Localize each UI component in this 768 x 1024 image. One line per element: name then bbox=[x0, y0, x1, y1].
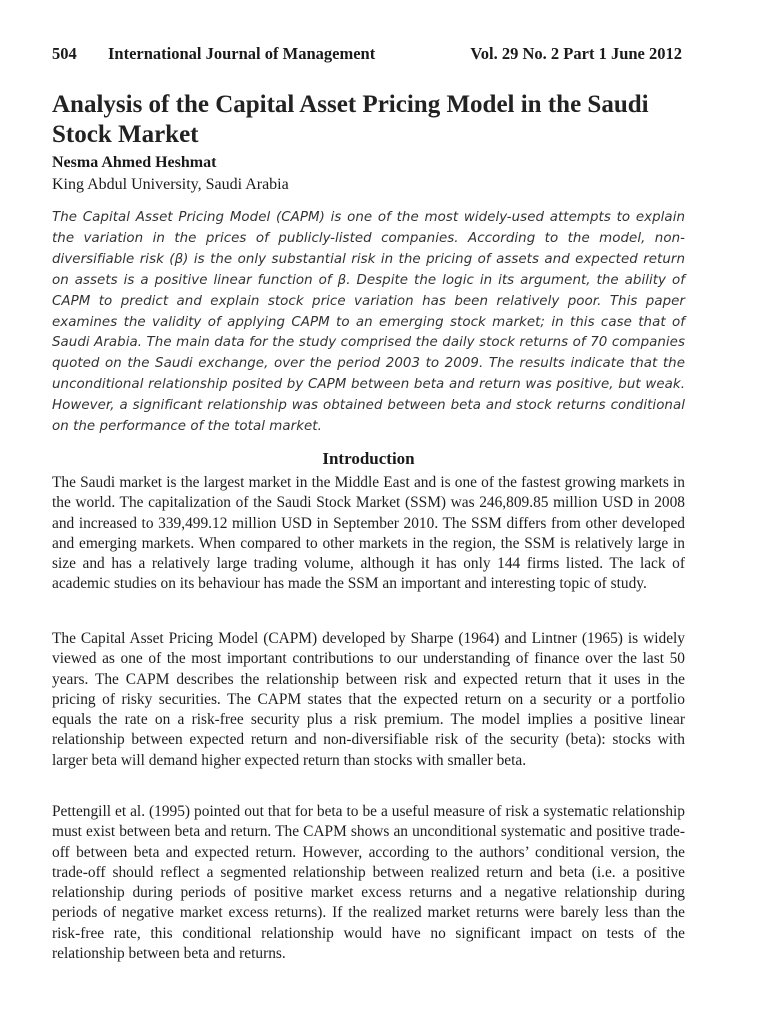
author-name: Nesma Ahmed Heshmat bbox=[52, 154, 217, 171]
abstract: The Capital Asset Pricing Model (CAPM) is one of the most widely-used attempts to explain the variation in the prices of publicly-listed companies. According to the model, non-diversifiable risk (β) is the only substantial risk in the pricing of assets and expected return on assets is a positive linear function of β. Despite the logic in its argument, the ability of CAPM to predict and explain stock price variation has been relatively poor. This paper examines the validity of applying CAPM to an emerging stock market; in this case that of Saudi Arabia. The main data for the study comprised the daily stock returns of 70 companies quoted on the Saudi exchange, over the period 2003 to 2009. The results indicate that the unconditional relationship posited by CAPM between beta and return was positive, but weak. However, a significant relationship was obtained between beta and stock returns conditional on the performance of the total market. bbox=[52, 210, 685, 435]
section-heading-introduction: Introduction bbox=[322, 449, 415, 468]
intro-paragraph-1: The Saudi market is the largest market in the Middle East and is one of the fastest growing markets in the world. The capitalization of the Saudi Stock Market (SSM) was 246,809.85 million USD in 2008 and increased to 339,499.12 million USD in September 2010. The SSM differs from other developed and emerging markets. When compared to other markets in the region, the SSM is relatively large in size and has a relatively large trading volume, although it has only 144 firms listed. The lack of academic studies on its behaviour has made the SSM an important and interesting topic of study. bbox=[52, 474, 685, 593]
volume-info: Vol. 29 No. 2 Part 1 June 2012 bbox=[470, 44, 682, 63]
article-title: Analysis of the Capital Asset Pricing Model in the Saudi Stock Market bbox=[52, 91, 649, 148]
page-number: 504 bbox=[52, 44, 77, 63]
intro-paragraph-2: The Capital Asset Pricing Model (CAPM) developed by Sharpe (1964) and Lintner (1965) is widely viewed as one of the most important contributions to our understanding of finance over the last 50 years. The CAPM describes the relationship between risk and expected return that it uses in the pricing of risky securities. The CAPM states that the expected return on a security or a portfolio equals the rate on a risk-free security plus a risk premium. The model implies a positive linear relationship between expected return and non-diversifiable risk of the security (beta): stocks with larger beta will demand higher expected return than stocks with smaller beta. bbox=[52, 630, 685, 769]
journal-name: International Journal of Management bbox=[108, 44, 376, 63]
author-affiliation: King Abdul University, Saudi Arabia bbox=[52, 176, 289, 193]
intro-paragraph-3: Pettengill et al. (1995) pointed out that for beta to be a useful measure of risk a systematic relationship must exist between beta and return. The CAPM shows an unconditional systematic and positive trade-off between beta and expected return. However, according to the authors’ conditional version, the trade-off should reflect a segmented relationship between realized return and beta (i.e. a positive relationship during periods of positive market excess returns and a negative relationship during periods of negative market excess returns). If the realized market returns were barely less than the risk-free rate, this conditional relationship would have no significant impact on tests of the relationship between beta and returns. bbox=[52, 803, 685, 963]
